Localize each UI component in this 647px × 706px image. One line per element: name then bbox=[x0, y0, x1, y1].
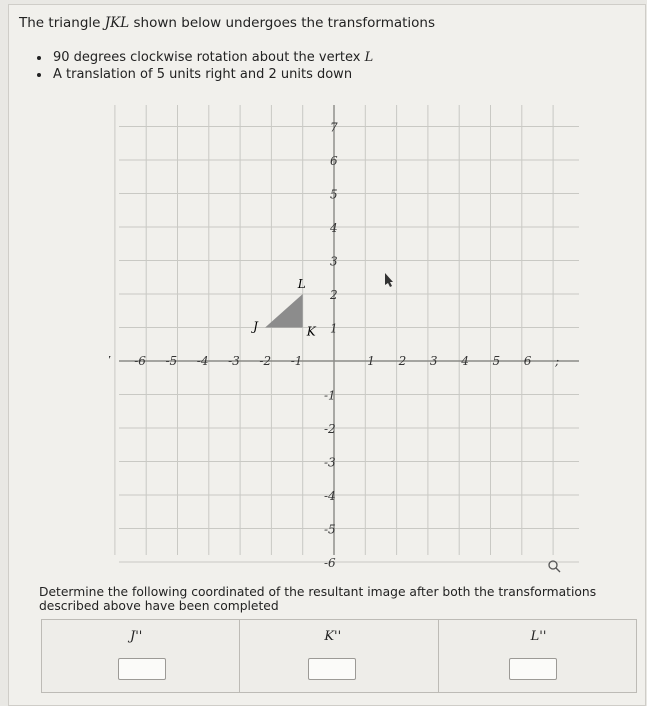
intro-prefix: The triangle bbox=[19, 15, 105, 31]
x-tick-label: -4 bbox=[196, 354, 209, 368]
x-tick-label: -3 bbox=[228, 354, 240, 368]
step-translation: • A translation of 5 units right and 2 units down bbox=[51, 66, 373, 83]
x-tick-label: 5 bbox=[492, 354, 501, 368]
y-tick-labels bbox=[324, 121, 338, 576]
y-tick-label: 3 bbox=[330, 254, 338, 269]
x-tick-label: -6 bbox=[134, 354, 146, 368]
step-rotation: • 90 degrees clockwise rotation about the vertex L bbox=[51, 49, 373, 66]
x-tick-label: 3 bbox=[429, 354, 438, 368]
label-j-double-prime: J'' bbox=[130, 629, 143, 644]
x-tick-label: 4 bbox=[461, 354, 469, 368]
k-double-prime-input[interactable] bbox=[308, 658, 356, 680]
grid-lines bbox=[115, 105, 579, 575]
x-tick-label: 2 bbox=[398, 354, 407, 368]
answer-cell-k bbox=[240, 620, 438, 692]
j-double-prime-input[interactable] bbox=[118, 658, 166, 680]
y-tick-label: -4 bbox=[324, 489, 336, 503]
answer-cell-j bbox=[42, 620, 240, 692]
x-tick-label bbox=[109, 354, 111, 368]
intro-suffix: shown below undergoes the transformations bbox=[129, 15, 436, 31]
y-tick-label: 2 bbox=[330, 288, 338, 302]
vertex-label-j: J bbox=[253, 319, 258, 334]
triangle-jkl bbox=[265, 294, 303, 328]
y-tick-label: 7 bbox=[330, 120, 338, 135]
rotation-vertex: L bbox=[364, 50, 374, 65]
y-tick-label: -3 bbox=[324, 455, 336, 470]
label-l-double-prime: L'' bbox=[530, 629, 547, 644]
y-tick-label: 5 bbox=[330, 187, 338, 202]
answer-table bbox=[41, 619, 637, 693]
answer-cell-l bbox=[439, 620, 636, 692]
prompt-text: Determine the following coordinated of the resultant image after both the transformations described above have been completed bbox=[39, 585, 597, 613]
y-tick-label: -5 bbox=[324, 522, 336, 537]
vertex-label-k: K bbox=[306, 324, 316, 339]
y-tick-label: -6 bbox=[324, 556, 336, 570]
x-tick-label: 6 bbox=[523, 354, 532, 368]
coordinate-graph bbox=[109, 105, 589, 575]
x-tick-label: 1 bbox=[367, 354, 375, 368]
label-k-double-prime: K'' bbox=[324, 629, 342, 644]
vertex-label-l: L bbox=[297, 277, 306, 291]
zoom-icon[interactable] bbox=[549, 561, 560, 572]
question-panel bbox=[8, 4, 646, 706]
question-intro bbox=[19, 15, 435, 31]
y-tick-label: 4 bbox=[330, 221, 338, 235]
x-tick-label: ; bbox=[555, 354, 560, 368]
l-double-prime-input[interactable] bbox=[509, 658, 557, 680]
x-tick-label: -1 bbox=[290, 354, 303, 368]
transformation-list bbox=[31, 49, 373, 83]
axes bbox=[119, 105, 579, 555]
y-tick-label: 1 bbox=[330, 321, 338, 336]
y-tick-label: -2 bbox=[324, 422, 336, 436]
x-tick-label: -5 bbox=[165, 354, 178, 368]
triangle-name: JKL bbox=[104, 15, 130, 31]
y-tick-label: -1 bbox=[324, 388, 336, 403]
y-tick-label: 6 bbox=[330, 154, 338, 168]
mouse-cursor-icon bbox=[385, 273, 393, 287]
x-tick-label: -2 bbox=[259, 354, 272, 368]
